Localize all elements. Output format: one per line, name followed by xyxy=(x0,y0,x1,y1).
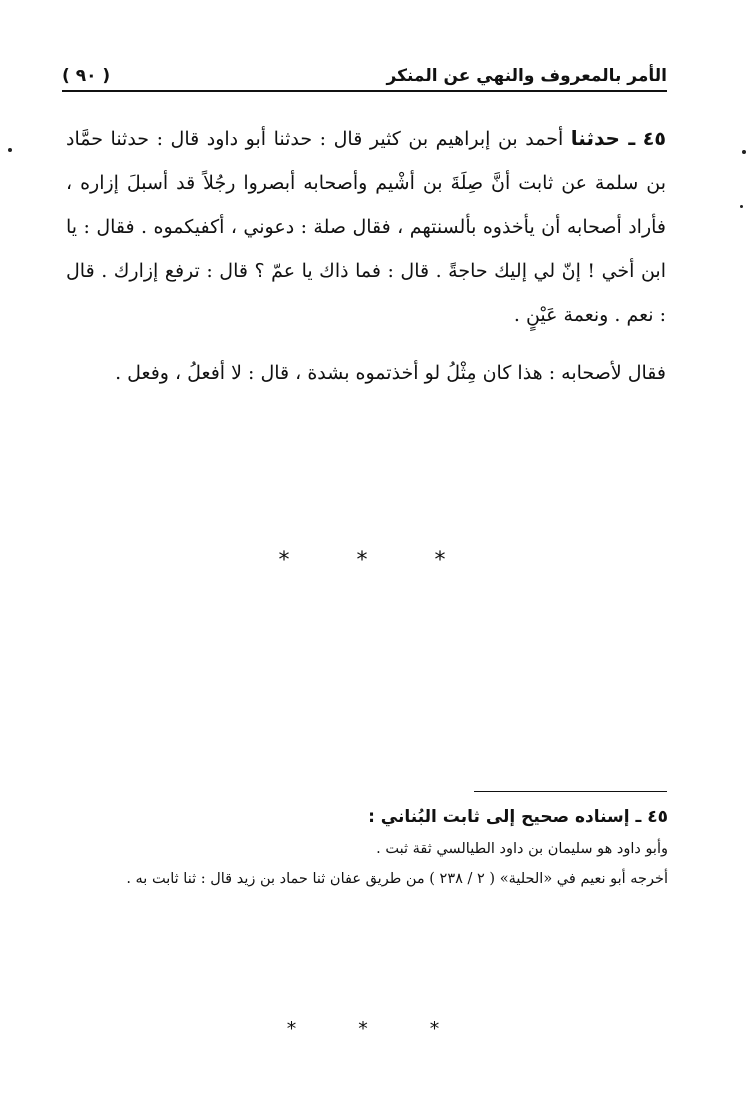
margin-dot xyxy=(742,150,746,154)
main-text xyxy=(66,116,666,395)
footer-separator-stars: * * * xyxy=(286,1018,468,1040)
hadith-paragraph xyxy=(66,116,666,337)
footnote-rule xyxy=(474,791,667,792)
footnote-heading: ٤٥ ـ إسناده صحيح إلى ثابت البُناني : xyxy=(368,807,668,827)
hadith-lead: ـ حدثنا xyxy=(570,126,636,150)
footnote-line-2: أخرجه أبو نعيم في «الحلية» ( ٢ / ٢٣٨ ) من طريق عفان ثنا حماد بن زيد قال : ثنا ثابت به . xyxy=(126,871,668,887)
page-header xyxy=(62,62,667,90)
hadith-body: أحمد بن إبراهيم بن كثير قال : حدثنا أبو داود قال : حدثنا حمَّاد بن سلمة عن ثابت أنَّ صِلَةَ بن أشْيم وأصحابه أبصروا رجُلاً قد أسبلَ إزاره ، فأراد أصحابه أن يأخذوه بألسنتهم ، فقال صلة : دعوني ، أكفيكموه . فقال : يا ابن أخي ! إنّ لي إليك حاجةً . قال : فما ذاك يا عمّ ؟ قال : ترفع إزارك . قال : نعم . ونعمة عَيْنٍ . xyxy=(66,128,666,326)
footnotes xyxy=(62,800,668,894)
section-separator-stars: * * * xyxy=(278,548,476,573)
header-rule xyxy=(62,90,667,92)
running-title: الأمر بالمعروف والنهي عن المنكر xyxy=(386,66,667,86)
margin-dot xyxy=(740,205,743,208)
margin-dot xyxy=(8,148,12,152)
page-number: ( ٩٠ ) xyxy=(62,66,111,86)
hadith-paragraph-2: فقال لأصحابه : هذا كان مِثْلُ لو أخذتموه بشدة ، قال : لا أفعلُ ، وفعل . xyxy=(115,362,666,384)
footnote-line-1: وأبو داود هو سليمان بن داود الطيالسي ثقة ثبت . xyxy=(376,841,668,857)
hadith-number: ٤٥ xyxy=(642,128,666,150)
